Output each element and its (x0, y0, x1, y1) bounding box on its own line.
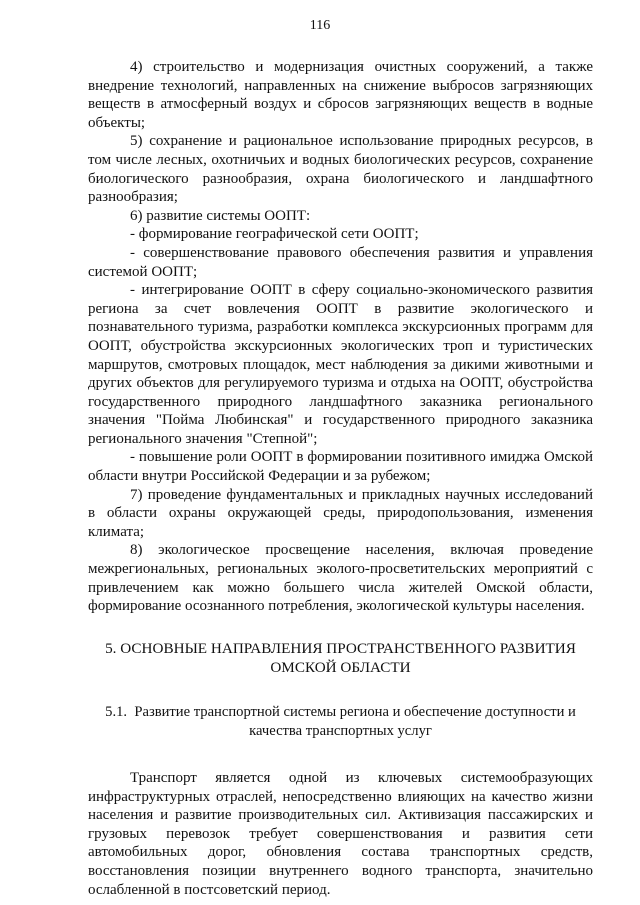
list-item-6-sub-1: - формирование географической сети ООПТ; (130, 226, 419, 243)
section-heading-line-1: 5. ОСНОВНЫЕ НАПРАВЛЕНИЯ ПРОСТРАНСТВЕННОГО РАЗВИТИЯ (105, 639, 576, 657)
list-item-4: 4) строительство и модернизация очистных сооружений, а также внедрение технологий, направленных на снижение выбросов загрязняющих веществ в атмосферный воздух и сбросов загрязняющих веществ в водные объекты; (88, 59, 593, 131)
section-heading (88, 640, 593, 678)
list-item-6-sub-3: - интегрирование ООПТ в сферу социально-экономического развития региона за счет вовлечения ООПТ в развитие экологического и познавательного туризма, разработки комплекса экскурсионных программ для ООПТ, обустройства экскурсионных экологических троп и туристических маршрутов, смотровых площадок, мест наблюдения за дикими животными и других объектов для регулируемого туризма и отдыха на ООПТ, обустройства государственного природного ландшафтного заказника регионального значения "Пойма Любинская" и государственного природного заказника регионального значения "Степной"; (88, 282, 593, 447)
transport-paragraph: Транспорт является одной из ключевых системообразующих инфраструктурных отраслей, непосредственно влияющих на качество жизни населения и развитие производительных сил. Активизация пассажирских и грузовых перевозок требует совершенствования и развития сети автомобильных дорог, обновления состава транспортных средств, восстановления позиции внутреннего водного транспорта, значительно ослабленной в постсоветский период. (88, 770, 593, 898)
subsection-heading-line-1: 5.1. Развитие транспортной системы региона и обеспечение доступности и (105, 704, 576, 721)
list-item-5: 5) сохранение и рациональное использование природных ресурсов, в том числе лесных, охотничьих и водных биологических ресурсов, сохранение биологического разнообразия, охрана биологического и ландшафтного разнообразия; (88, 133, 593, 206)
page-number: 116 (309, 18, 331, 33)
list-item-6-sub-4: - повышение роли ООПТ в формировании позитивного имиджа Омской области внутри Российской Федерации и за рубежом; (88, 449, 593, 485)
list-item-6: 6) развитие системы ООПТ: (130, 207, 311, 224)
list-item-8: 8) экологическое просвещение населения, включая проведение межрегиональных, региональных эколого-просветительских мероприятий с привлечением как можно большего числа жителей Омской области, формирование осознанного потребления, экологической культуры населения. (88, 542, 593, 615)
list-item-6-sub-2: - совершенствование правового обеспечения развития и управления системой ООПТ; (88, 244, 593, 280)
section-heading-line-2: ОМСКОЙ ОБЛАСТИ (270, 658, 411, 676)
subsection-heading (88, 703, 593, 741)
list-item-7: 7) проведение фундаментальных и прикладных научных исследований в области охраны окружающей среды, природопользования, изменения климата; (88, 486, 593, 540)
subsection-heading-line-2: качества транспортных услуг (249, 723, 432, 740)
document-body (88, 58, 593, 899)
